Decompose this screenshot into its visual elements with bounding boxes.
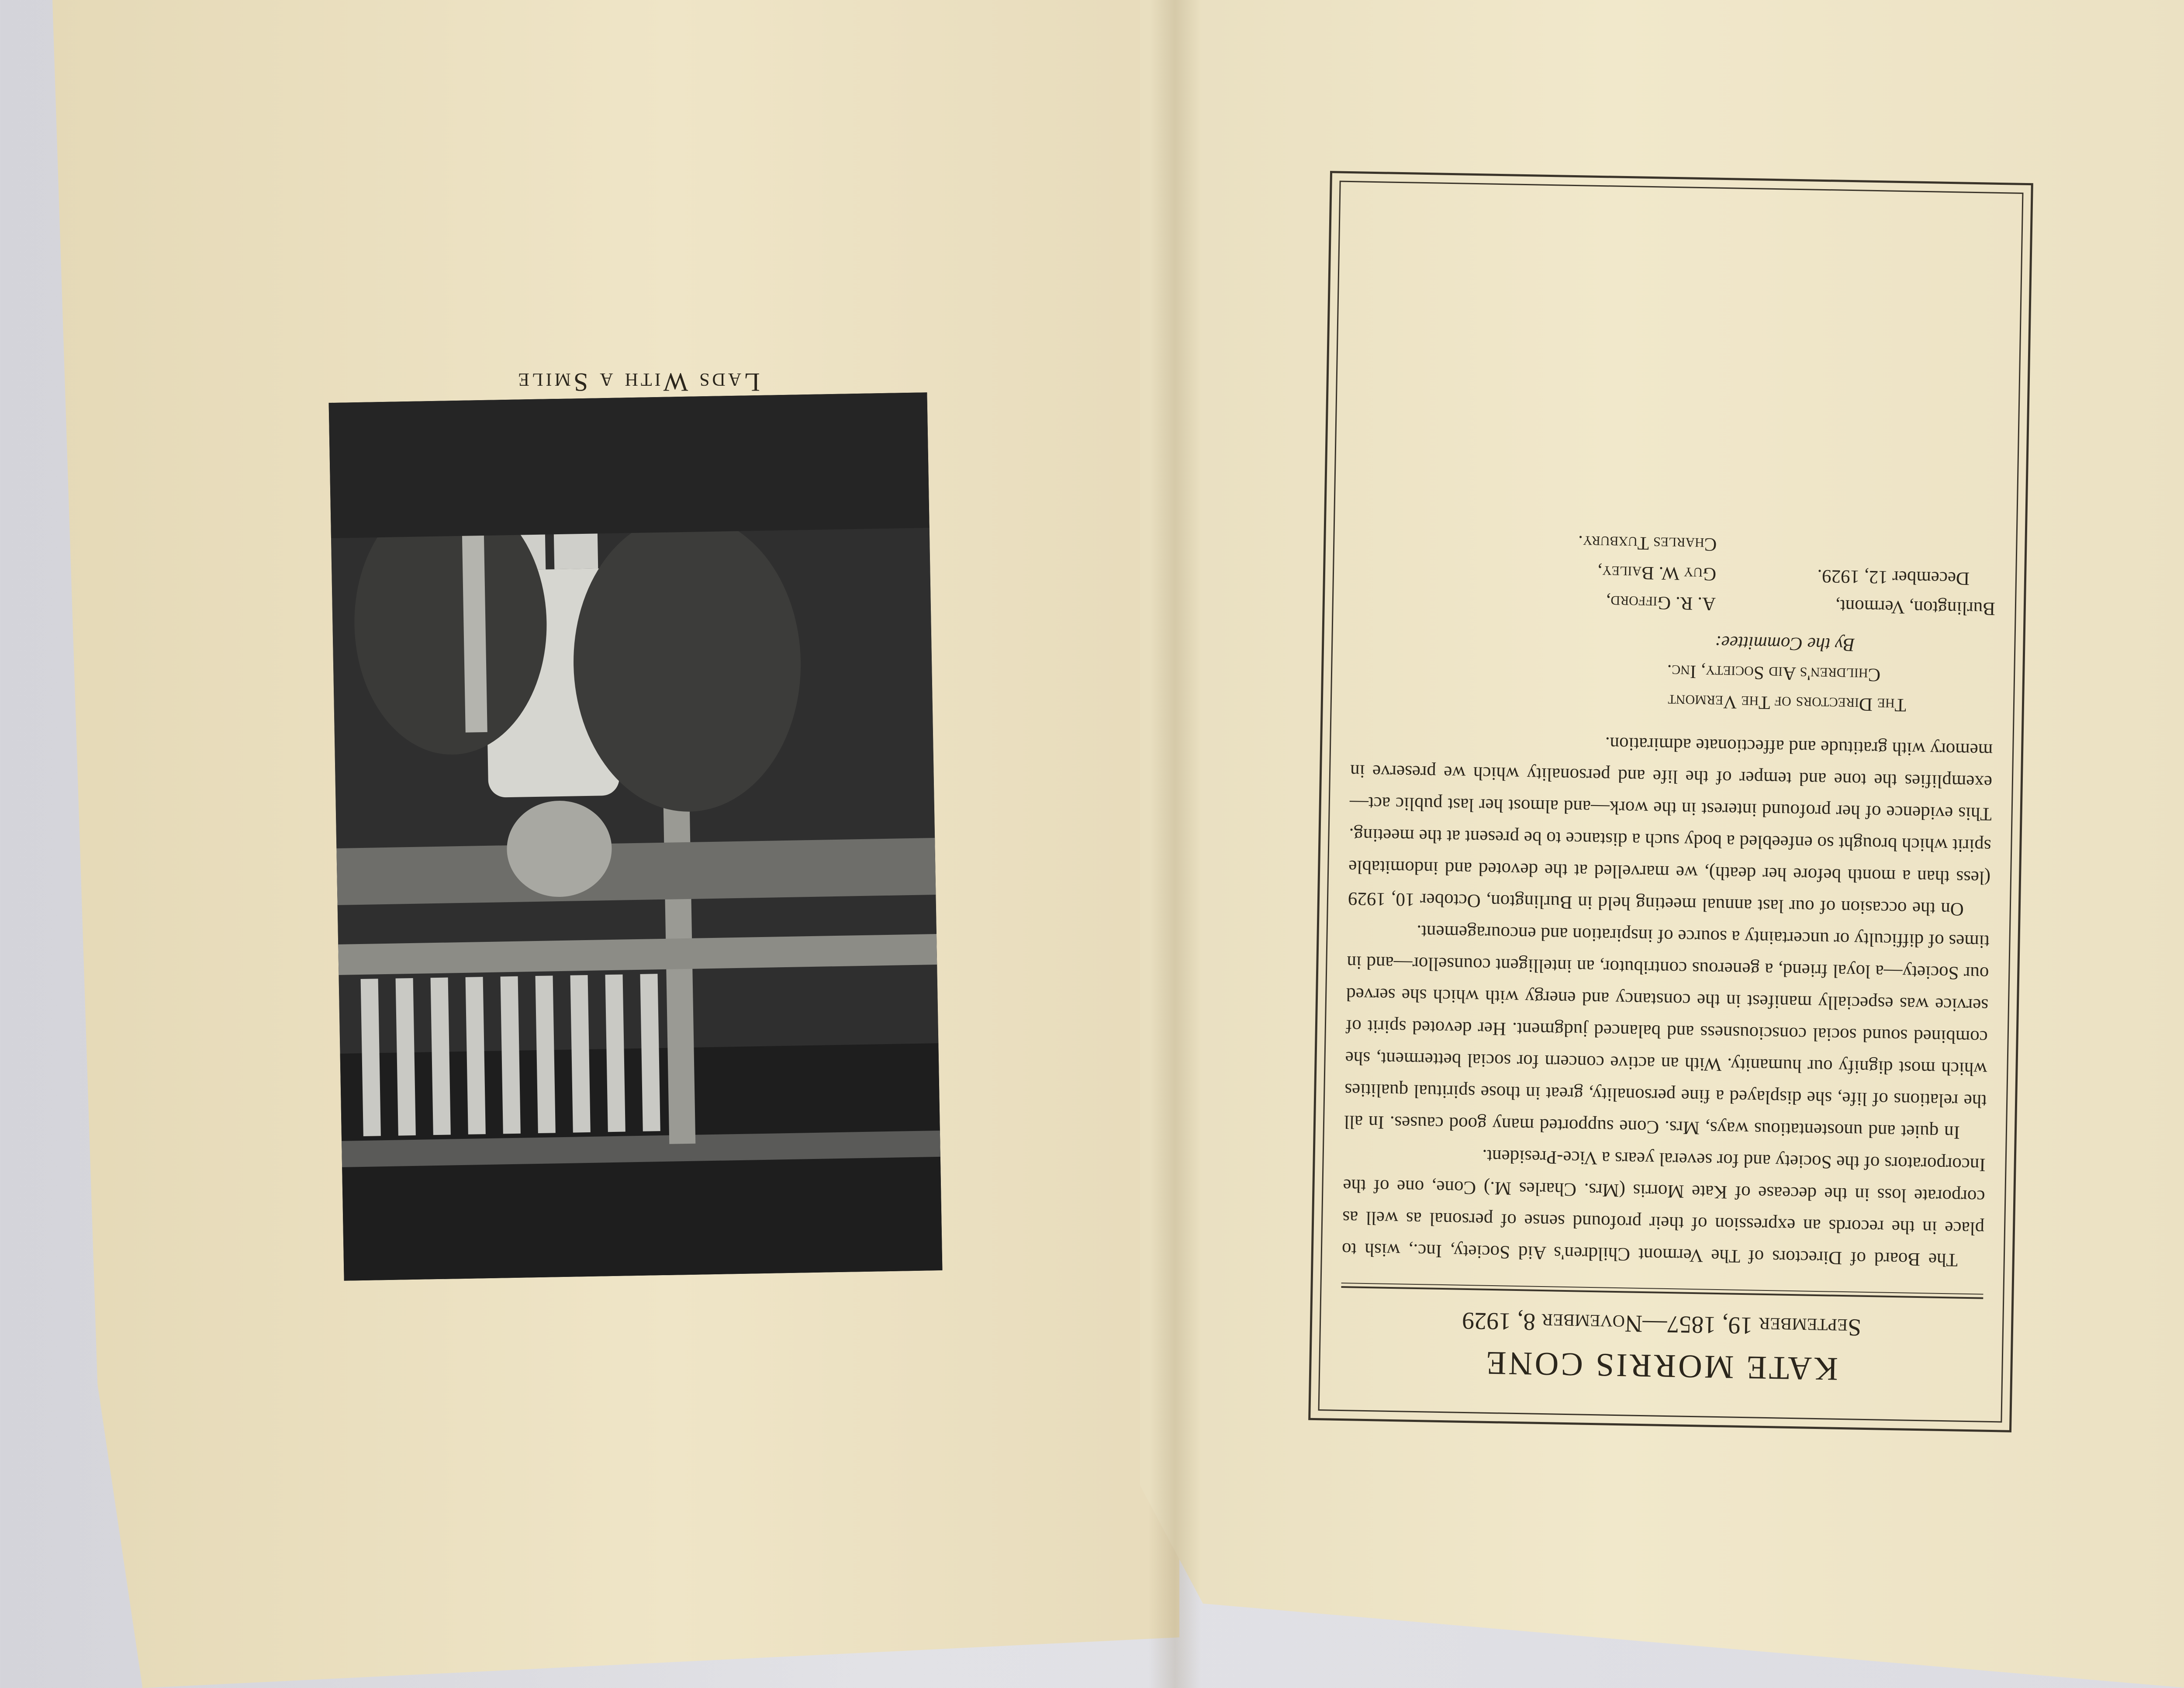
memorial-paragraph-1: The Board of Directors of The Vermont Children's Aid Society, Inc., wish to place in the records an expression of their profound sense of personal as well as corporate loss in the decease of Kate Morris (Mrs. Charles M.) Cone, one of the Incorporators of the Society and for several years a Vice-President. (1341, 1145, 1986, 1270)
memorial-content (1339, 202, 2002, 1399)
porch-photograph (329, 392, 943, 1281)
memorial-frame (1308, 171, 2033, 1432)
memorial-paragraph-3: On the occasion of our last annual meeting held in Burlington, October 10, 1929 (less than a month before her death), we marvelled at the devoted and indomitable spirit which brought so enfeebled a body such a distance to be present at the meeting. This evidence of her profound interest in the work—and almost her last public act—exemplifies the tone and temper of the life and personality which we preserve in memory with gratitude and affectionate admiration. (1348, 733, 1993, 920)
resolution-line-1: The Directors of The Vermont (1668, 690, 1907, 716)
signer-3: Charles Tuxbury. (1578, 532, 1717, 555)
signer-2: Guy W. Bailey, (1597, 561, 1717, 585)
signoff-place: Burlington, Vermont, (1835, 595, 1996, 619)
signer-1: A. R. Gifford, (1606, 591, 1716, 614)
signers-list (1577, 527, 1717, 619)
resolution-block (1351, 621, 1908, 719)
signoff-date: December 12, 1929. (1817, 565, 1970, 589)
book-gutter (1149, 0, 1201, 1688)
photo-caption: Lads With a Smile (515, 368, 760, 397)
memorial-dates: September 19, 1857—November 8, 1929 (1462, 1307, 1862, 1341)
memorial-paragraph-2: In quiet and unostentatious ways, Mrs. Cone supported many good causes. In all the relations of life, she displayed a fine personality, great in those spiritual qualities which most dignify our humanity. With an active concern for social betterment, she combined sound social consciousness and balanced judgment. Her devoted spirit of service was especially manifest in the constancy and energy with which she served our Society—a loyal friend, a generous contributor, an intelligent counsellor—and in times of difficulty or uncertainty a source of inspiration and encouragement. (1344, 921, 1990, 1143)
resolution-line-2: Children's Aid Society, Inc. (1667, 661, 1881, 685)
memorial-title: KATE MORRIS CONE (1483, 1344, 1838, 1387)
photo-block (329, 392, 943, 1281)
signoff-block (1353, 468, 1997, 623)
signoff-place-date (1817, 561, 1996, 623)
committee-label: By the Committee: (1714, 632, 1855, 655)
